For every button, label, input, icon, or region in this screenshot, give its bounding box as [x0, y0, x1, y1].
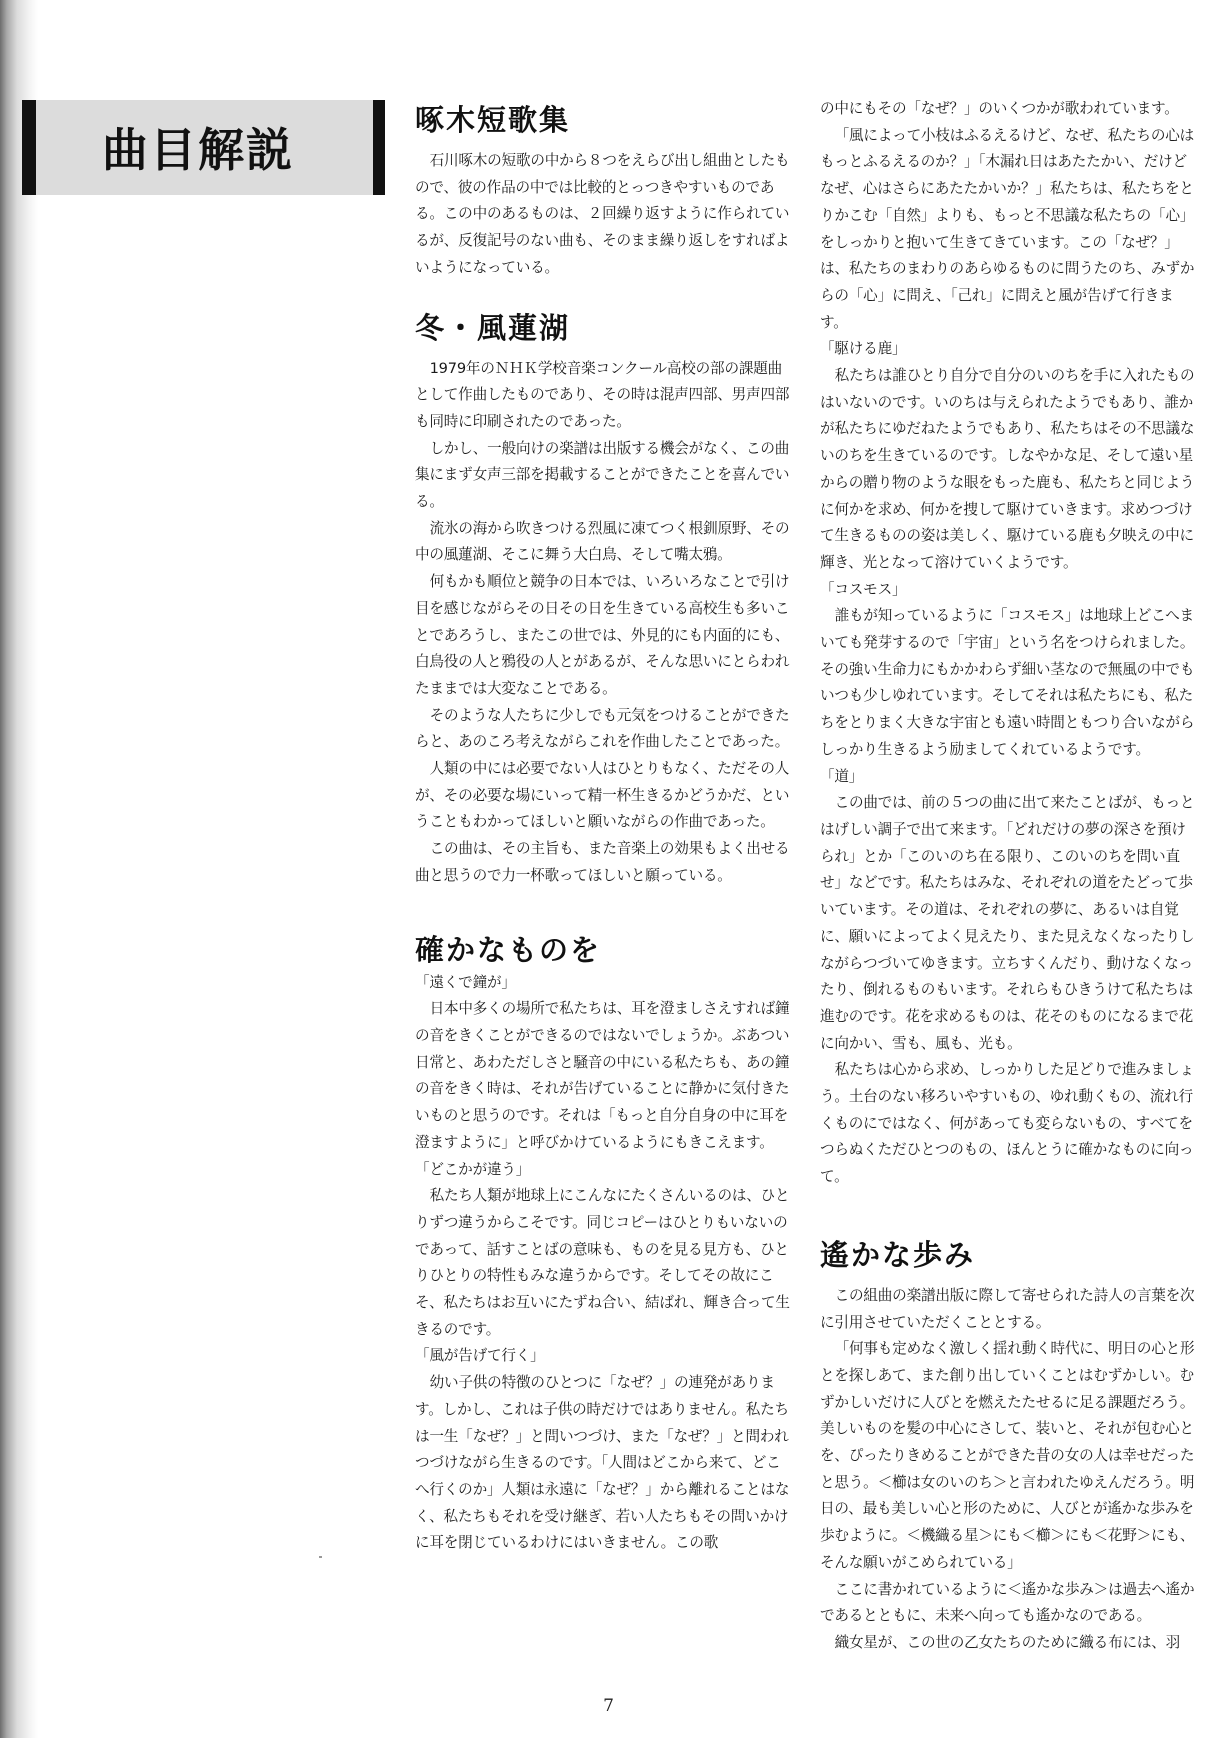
section-body-continued	[820, 96, 1195, 1191]
section-fuyu-fuurenko	[415, 308, 790, 890]
paragraph: ここに書かれているように＜遙かな歩み＞は過去へ遙かであるとともに、未来へ向っても遙かなのである。	[820, 1580, 1195, 1625]
song-subtitle: 「コスモス」	[820, 580, 907, 598]
paragraph: しかし、一般向けの楽譜は出版する機会がなく、この曲集にまず女声三部を掲載することができたことを喜んでいる。	[415, 439, 790, 511]
paragraph: 何もかも順位と競争の日本では、いろいろなことで引け目を感じながらその日その日を生きている高校生も多いことであろうし、またこの世では、外見的にも内面的にも、白鳥役の人と鴉役の人とがあるが、そんな思いにとらわれたままでは大変なことである。	[415, 573, 790, 697]
page-title: 曲目解説	[102, 123, 294, 177]
paragraph: 日本中多くの場所で私たちは、耳を澄ましさえすれば鐘の音をきくことができるのではないでしょうか。ぶあつい日常と、あわただしさと騒音の中にいる私たちも、あの鐘の音をきく時は、それが告げていることに静かに気付きたいものと思うのです。それは「もっと自分自身の中に耳を澄ますように」と呼びかけているようにもきこえます。	[415, 1000, 790, 1151]
paragraph: 私たちは誰ひとり自分で自分のいのちを手に入れたものはいないのです。いのちは与えられたようでもあり、誰かが私たちにゆだねたようでもあり、私たちはその不思議ないのちを生きているのです。しなやかな足、そして遠い星からの贈り物のような眼をもった鹿も、私たちと同じように何かを求め、何かを捜して駆けていきます。求めつづけて生きるものの姿は美しく、駆けている鹿も夕映えの中に輝き、光となって溶けていくようです。	[820, 367, 1195, 571]
song-subtitle: 「道」	[820, 767, 864, 785]
section-title: 遙かな歩み	[820, 1237, 976, 1272]
paragraph: この曲は、その主旨も、また音楽上の効果もよく出せる曲と思うので力一杯歌ってほしいと願っている。	[415, 840, 790, 884]
paragraph: 織女星が、この世の乙女たちのために織る布には、羽	[834, 1633, 1181, 1651]
song-subtitle: 「遠くで鐘が」	[415, 973, 516, 991]
right-column	[820, 96, 1195, 1657]
paragraph: 「何事も定めなく激しく揺れ動く時代に、明日の心と形とを探しあて、また創り出していくことはむずかしい。むずかしいだけに人びとを燃えたたせるに足る課題だろう。美しいものを髪の中心にさして、装いと、それが包む心とを、ぴったりきめることができた昔の女の人は幸せだったと思う。＜櫛は女のいのち＞と言われたゆえんだろう。明日の、最も美しい心と形のために、人びとが遙かな歩みを歩むように。＜機織る星＞にも＜櫛＞にも＜花野＞にも、そんな願いがこめられている」	[820, 1340, 1195, 1571]
song-subtitle: 「どこかが違う」	[415, 1160, 531, 1178]
paragraph-continued: の中にもその「なぜ？」のいくつかが歌われています。	[820, 100, 1179, 117]
section-body	[415, 148, 790, 282]
scan-speck	[319, 1556, 322, 1558]
paragraph: 石川啄木の短歌の中から８つをえらび出し組曲としたもので、彼の作品の中では比較的とっつきやすいものである。この中のあるものは、２回繰り返すように作られているが、反復記号のない曲も、そのまま繰り返しをすればよいようになっている。	[415, 152, 790, 276]
page-title-box	[22, 100, 384, 195]
section-title: 確かなものを	[415, 932, 602, 967]
section-body	[820, 1283, 1195, 1657]
paragraph: 流氷の海から吹きつける烈風に凍てつく根釧原野、その中の風蓮湖、そこに舞う大白鳥、そして嘴太鴉。	[415, 519, 790, 564]
song-subtitle: 「風が告げて行く」	[415, 1347, 545, 1365]
section-takuboku	[415, 100, 790, 282]
paragraph: 人類の中には必要でない人はひとりもなく、ただその人が、その必要な場にいって精一杯生きるかどうかだ、ということもわかってほしいと願いながらの作曲であった。	[415, 760, 790, 831]
middle-column	[415, 100, 790, 1557]
section-body	[415, 970, 790, 1557]
section-haruka-na-ayumi	[820, 1235, 1195, 1657]
paragraph: 1979年のＮＨＫ学校音楽コンクール高校の部の課題曲として作曲したものであり、その時は混声四部、男声四部も同時に印刷されたのであった。	[415, 359, 790, 430]
paragraph: 私たち人類が地球上にこんなにたくさんいるのは、ひとりずつ違うからこそです。同じコピーはひとりもいないのであって、話すことばの意味も、ものを見る見方も、ひとりひとりの特性もみな違うからです。そしてその故にこそ、私たちはお互いにたずね合い、結ばれ、輝き合って生きるのです。	[415, 1187, 790, 1338]
paragraph: この曲では、前の５つの曲に出て来たことばが、もっとはげしい調子で出て来ます。「どれだけの夢の深さを預けられ」とか「このいのち在る限り、このいのちを問い直せ」などです。私たちはみな、それぞれの道をたどって歩いています。その道は、それぞれの夢に、あるいは自覚に、願いによってよく見えたり、また見えなくなったりしながらつづいてゆきます。立ちすくんだり、動けなくなったり、倒れるものもいます。それらもひきうけて私たちは進むのです。花を求めるものは、花そのものになるまで花に向かい、雪も、風も、光も。	[820, 794, 1195, 1052]
page-number: 7	[603, 1696, 614, 1716]
paragraph: 幼い子供の特徴のひとつに「なぜ？」の連発があります。しかし、これは子供の時だけではありません。私たちは一生「なぜ？」と問いつづけ、また「なぜ？」と問われつづけながら生きるのです。「人間はどこから来て、どこへ行くのか」人類は永遠に「なぜ？」から離れることはなく、私たちもそれを受け継ぎ、若い人たちもその問いかけに耳を閉じているわけにはいきません。この歌	[415, 1374, 790, 1552]
page-binding-shadow	[0, 0, 38, 1738]
paragraph: この組曲の楽譜出版に際して寄せられた詩人の言葉を次に引用させていただくこととする。	[820, 1286, 1195, 1331]
section-body	[415, 356, 790, 890]
section-title: 冬・風蓮湖	[415, 310, 571, 345]
paragraph: 「風によって小枝はふるえるけど、なぜ、私たちの心はもっとふるえるのか？」「木漏れ日はあたたかい、だけどなぜ、心はさらにあたたかいか？」私たちは、私たちをとりかこむ「自然」よりも、もっと不思議な私たちの「心」をしっかりと抱いて生きてきています。この「なぜ？」は、私たちのまわりのあらゆるものに問うたのち、みずからの「心」に問え、「己れ」に問えと風が告げて行きます。	[820, 126, 1195, 331]
song-subtitle: 「駆ける鹿」	[820, 340, 907, 358]
paragraph: そのような人たちに少しでも元気をつけることができたらと、あのころ考えながらこれを作曲したことであった。	[415, 706, 790, 751]
paragraph: 私たちは心から求め、しっかりした足どりで進みましょう。土台のない移ろいやすいもの、ゆれ動くもの、流れ行くものにではなく、何があっても変らないもの、すべてをつらぬくただひとつのもの、ほんとうに確かなものに向って。	[820, 1061, 1194, 1186]
section-title: 啄木短歌集	[415, 103, 571, 137]
paragraph: 誰もが知っているように「コスモス」は地球上どこへまいても発芽するので「宇宙」という名をつけられました。その強い生命力にもかかわらず細い茎なので無風の中でもいつも少しゆれています。そしてそれは私たちにも、私たちをとりまく大きな宇宙とも遠い時間ともつり合いながらしっかり生きるよう励ましてくれているようです。	[820, 607, 1195, 758]
section-tashikana-mono	[415, 930, 790, 1557]
